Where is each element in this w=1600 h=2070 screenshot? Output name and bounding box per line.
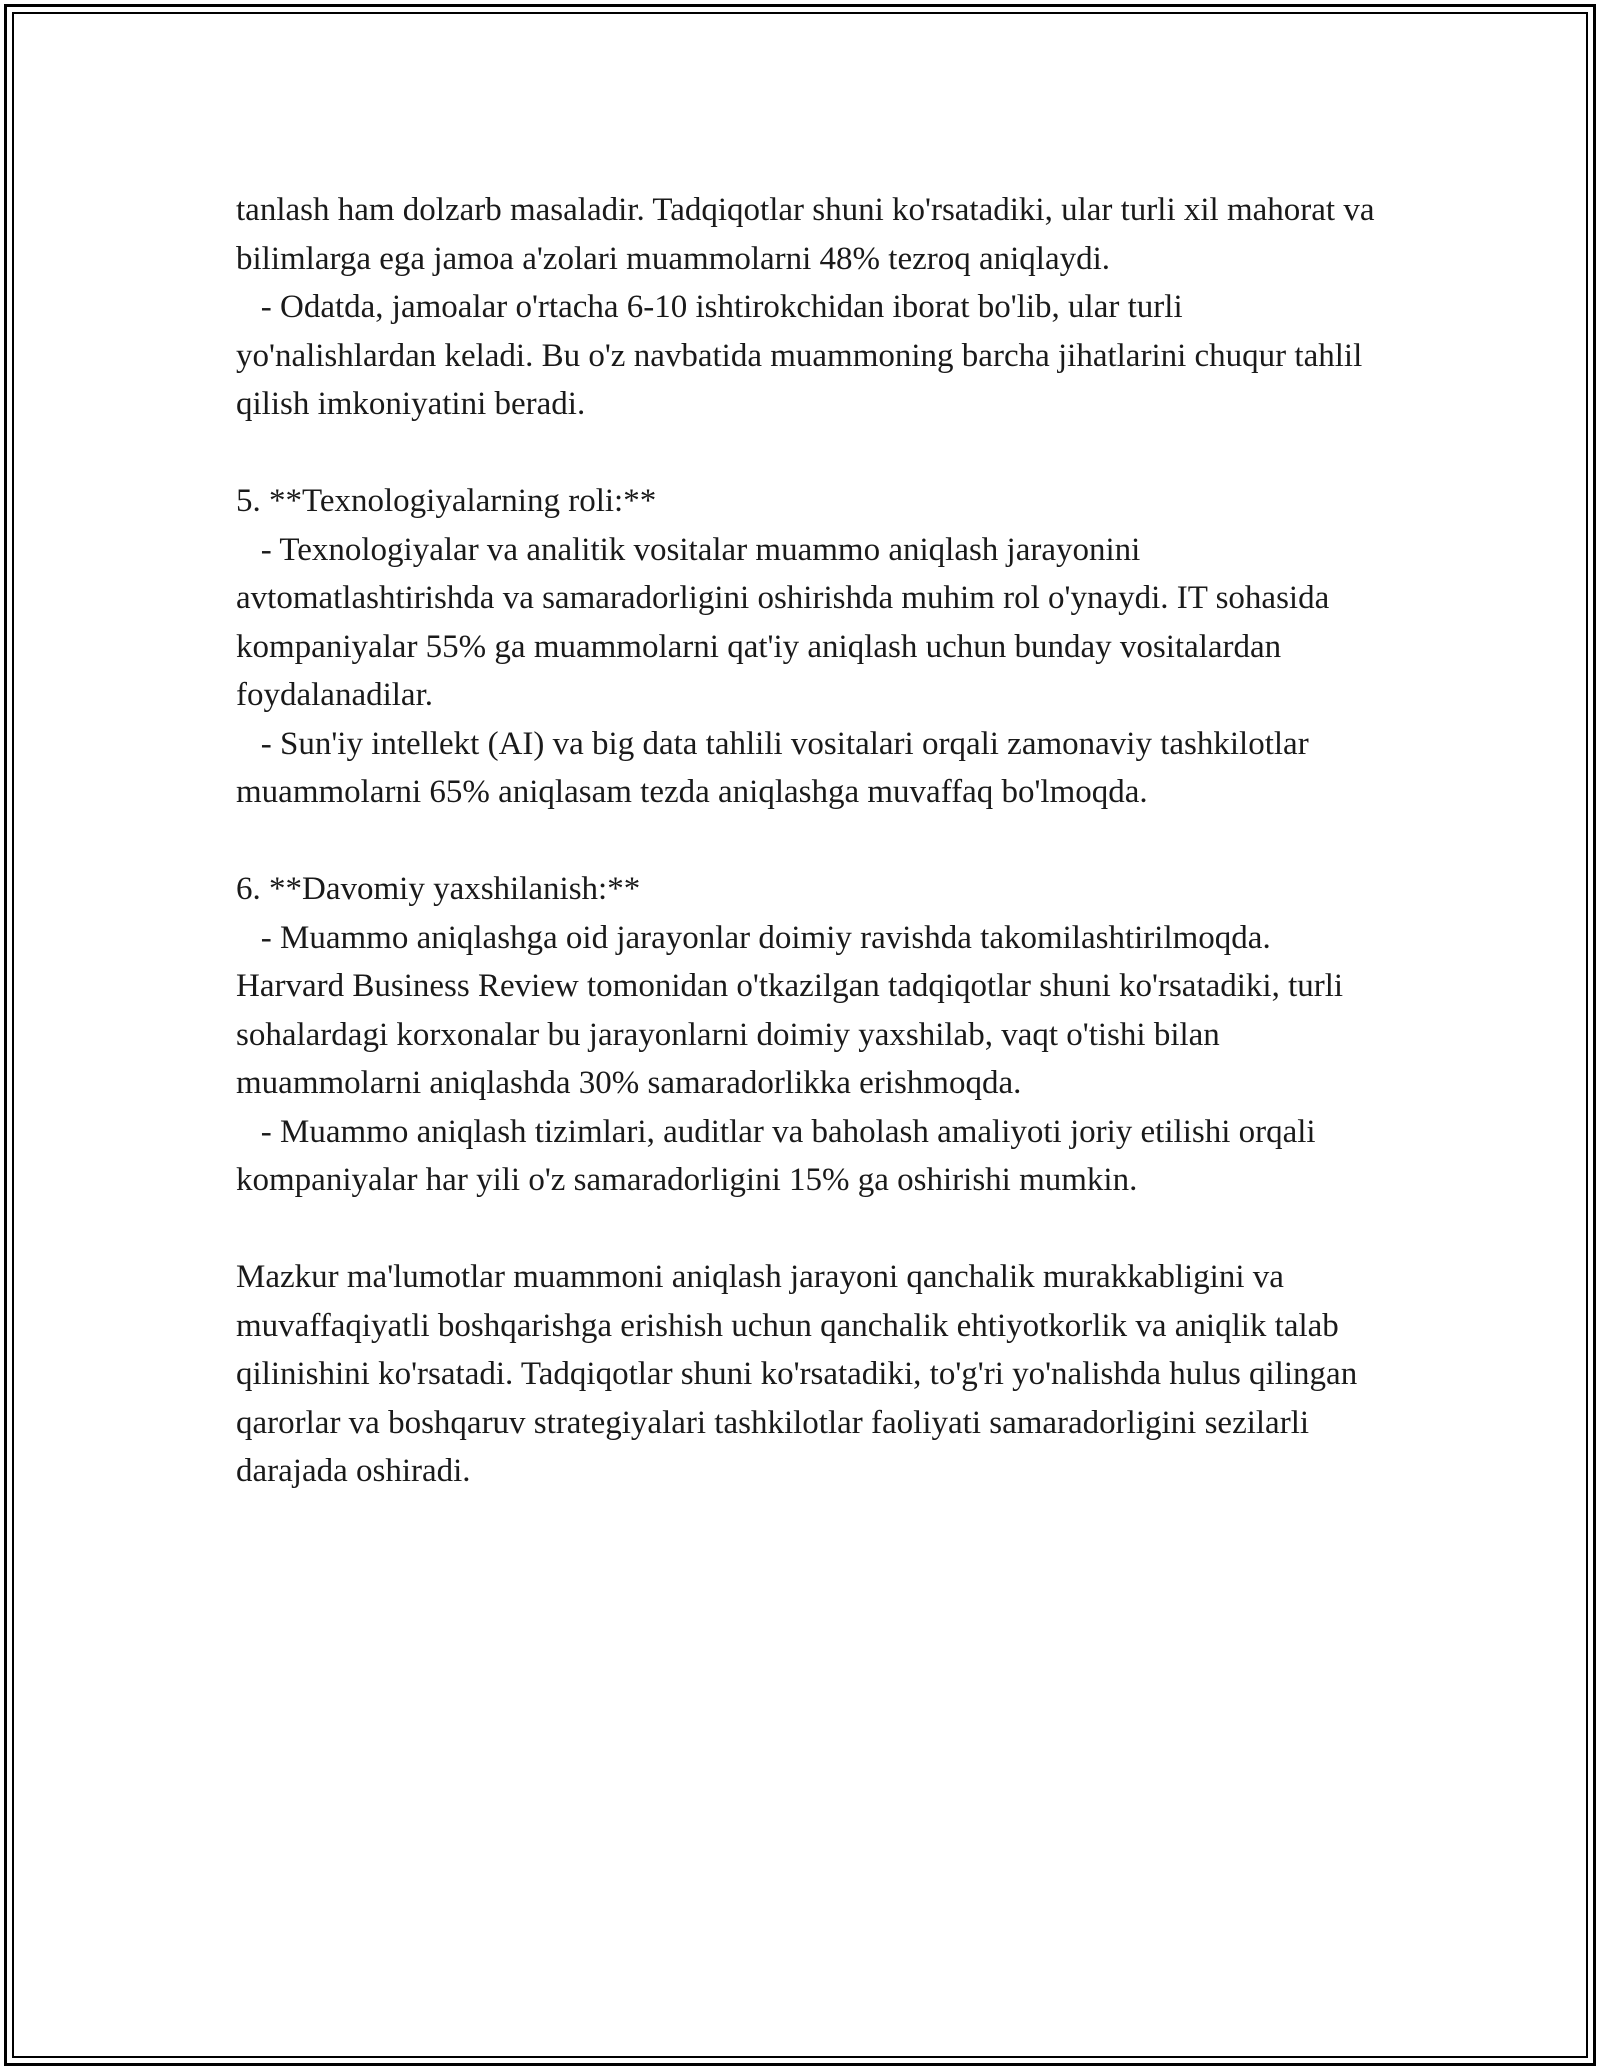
- paragraph-gap: [236, 429, 1376, 478]
- paragraph-gap: [236, 1205, 1376, 1254]
- section-5-bullet-1: - Texnologiyalar va analitik vositalar muammo aniqlash jarayonini avtomatlashtirishda va samaradorligini oshirishda muhim rol o'ynaydi. IT sohasida kompaniyalar 55% ga muammolarni qat'iy aniqlash uchun bunday vositalardan foydalanadilar.: [236, 531, 1338, 713]
- section-4-continuation: tanlash ham dolzarb masaladir. Tadqiqotlar shuni ko'rsatadiki, ular turli xil mahorat va bilimlarga ega jamoa a'zolari muammolarni 48% tezroq aniqlaydi.: [236, 192, 1383, 277]
- section-6-bullet-2: - Muammo aniqlash tizimlari, auditlar va baholash amaliyoti joriy etilishi orqali kompaniyalar har yili o'z samaradorligini 15% ga oshirishi mumkin.: [236, 1113, 1324, 1198]
- section-5-heading: 5. **Texnologiyalarning roli:**: [236, 483, 657, 519]
- section-5-bullet-2: - Sun'iy intellekt (AI) va big data tahlili vositalari orqali zamonaviy tashkilotlar muammolarni 65% aniqlasam tezda aniqlashga muvaffaq bo'lmoqda.: [236, 725, 1317, 810]
- section-4-bullet-2: - Odatda, jamoalar o'rtacha 6-10 ishtirokchidan iborat bo'lib, ular turli yo'nalishlardan keladi. Bu o'z navbatida muammoning barcha jihatlarini chuqur tahlil qilish imkoniyatini beradi.: [236, 289, 1371, 422]
- paragraph-gap: [236, 817, 1376, 866]
- section-6-heading: 6. **Davomiy yaxshilanish:**: [236, 871, 641, 907]
- document-body: [236, 186, 1383, 1496]
- section-6-bullet-1: - Muammo aniqlashga oid jarayonlar doimiy ravishda takomilashtirilmoqda. Harvard Business Review tomonidan o'tkazilgan tadqiqotlar shuni ko'rsatadiki, turli sohalardagi korxonalar bu jarayonlarni doimiy yaxshilab, vaqt o'tishi bilan muammolarni aniqlashda 30% samaradorlikka erishmoqda.: [236, 919, 1352, 1101]
- conclusion-paragraph: Mazkur ma'lumotlar muammoni aniqlash jarayoni qanchalik murakkabligini va muvaffaqiyatli boshqarishga erishish uchun qanchalik ehtiyotkorlik va aniqlik talab qilinishini ko'rsatadi. Tadqiqotlar shuni ko'rsatadiki, to'g'ri yo'nalishda hulus qilingan qarorlar va boshqaruv strategiyalari tashkilotlar faoliyati samaradorligini sezilarli darajada oshiradi.: [236, 1259, 1366, 1489]
